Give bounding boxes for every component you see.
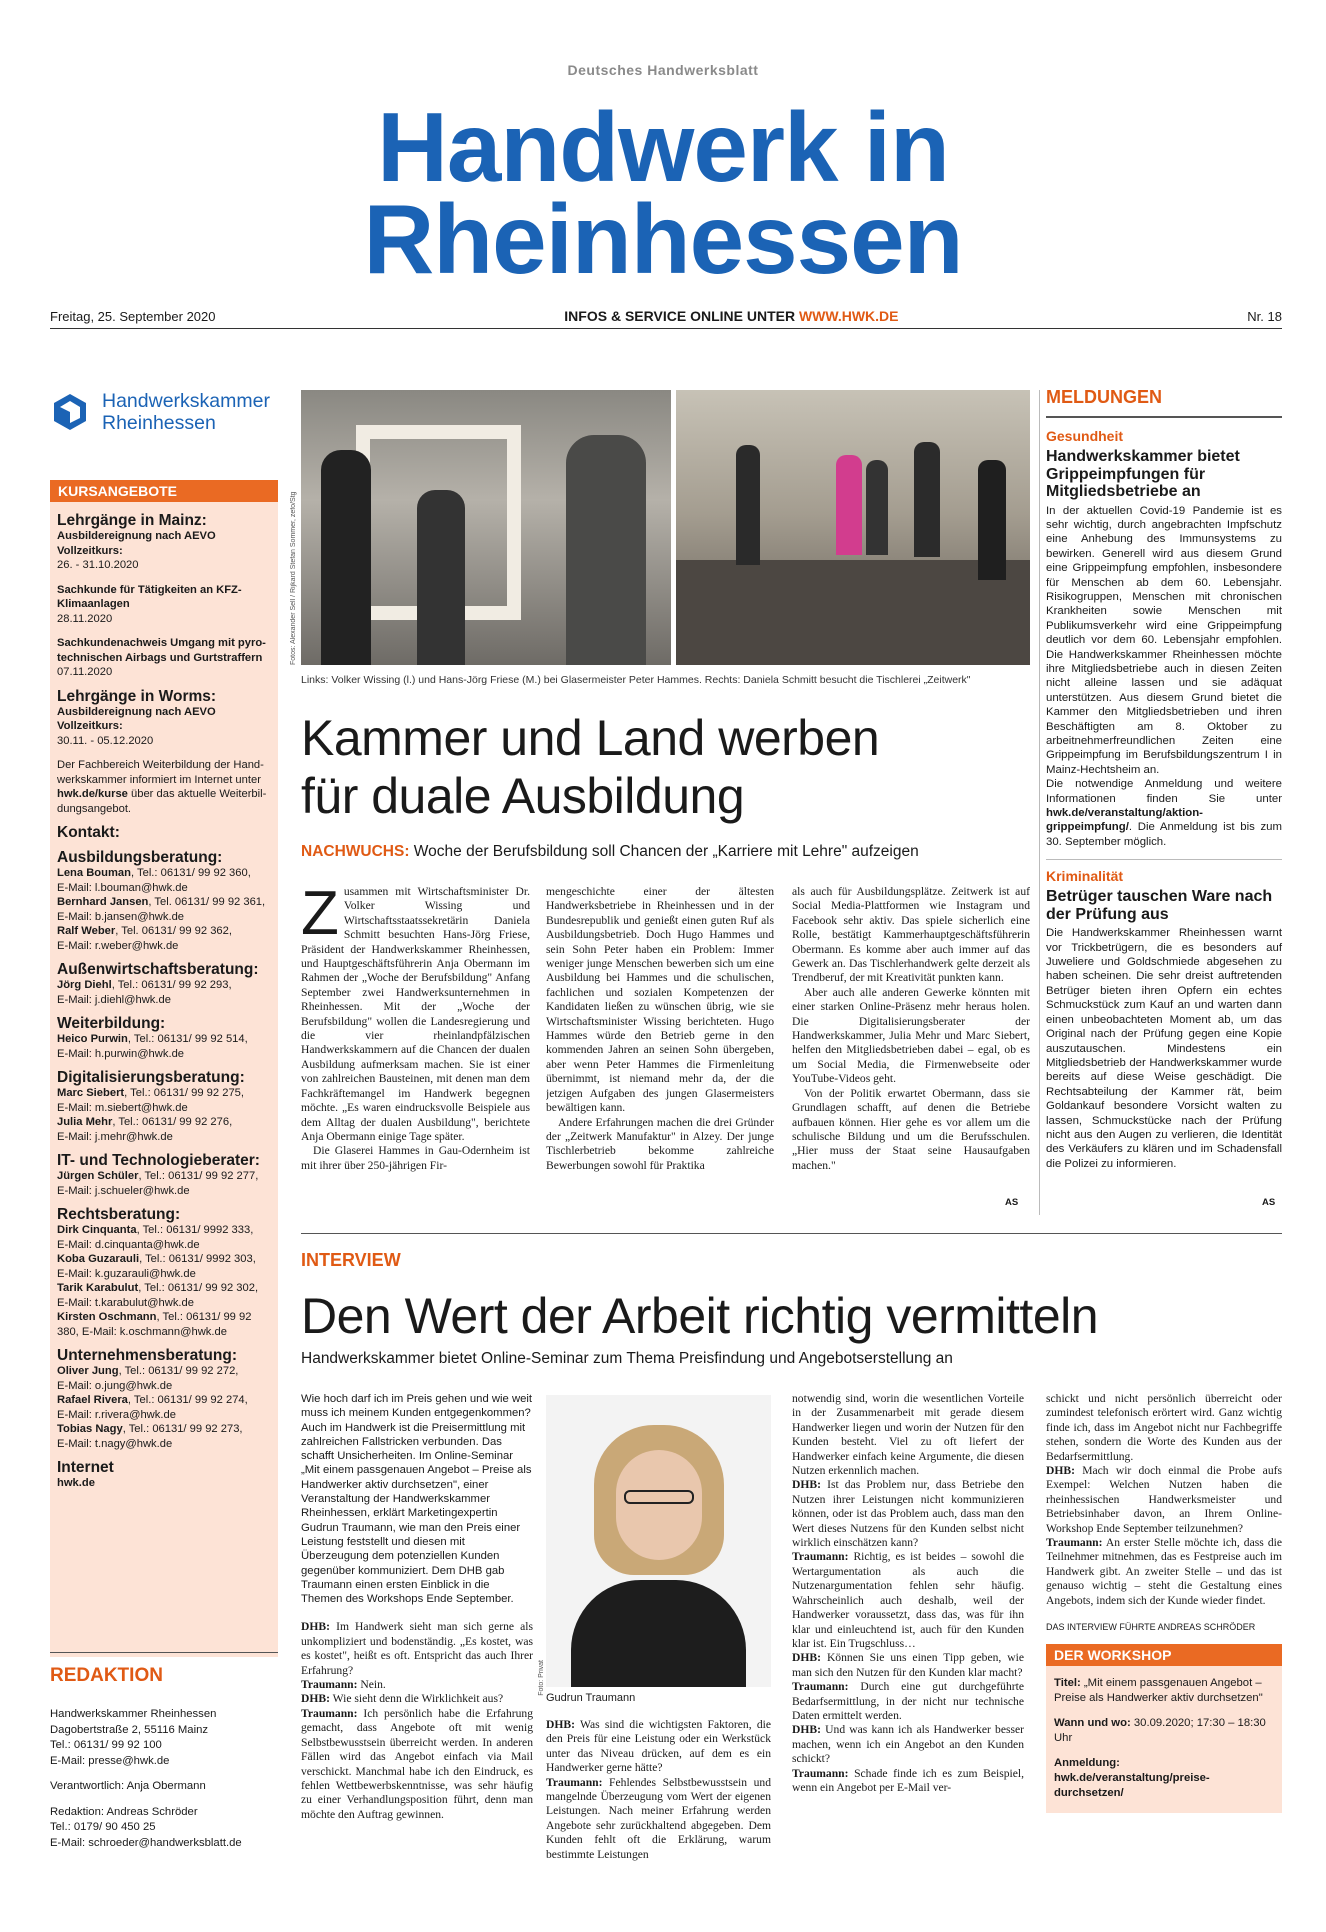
- contact-line: Tarik Karabulut, Tel.: 06131/ 99 92 302,: [57, 1282, 259, 1294]
- redaktion-verantw: Verantwortlich: Anja Obermann: [50, 1780, 206, 1792]
- photo-tischlerei: [676, 390, 1030, 665]
- clothing: [571, 1580, 746, 1687]
- lead-subline: NACHWUCHS: Woche der Berufsbildung soll Chancen der „Karriere mit Lehre" aufzeigen: [301, 843, 919, 860]
- worms-date: 30.11. - 05.12.2020: [57, 734, 154, 747]
- person: [914, 442, 940, 557]
- meldung-2-text: Die Handwerkskammer Rheinhessen warnt vor Trickbetrügern, die es besonders auf Juweliere und Goldschmiede abgesehen zu haben scheinen. Die sehr dreist auftretenden Betrüger bieten ihren Opfern ein echtes Schmuckstück zum Kauf an und warten dann einen unbeobachteten Moment ab, um das Original nach der Prüfung gegen eine Kopie auszutauschen. Mindestens ein Mitgliedsbetrieb der Handwerkskammer wurde bereits auf diese Weise geschädigt. Die Rechtsabteilung der Kammer rät, beim Goldankauf besondere Vorsicht walten zu lassen, Schmuckstücke nach der Prüfung nicht aus den Augen zu verlieren, die Identität des Verkäufers zu klären und im Schadensfall die Polizei zu informieren.: [1046, 927, 1282, 1170]
- meldungen-divider-2: [1046, 859, 1282, 860]
- kontakt-title: Kontakt:: [57, 824, 120, 841]
- unt-title: Unternehmensberatung:: [57, 1347, 237, 1364]
- contact-mail[interactable]: E-Mail: h.purwin@hwk.de: [57, 1047, 185, 1060]
- contact-line: Heico Purwin, Tel.: 06131/ 99 92 514,: [57, 1033, 248, 1045]
- person: [866, 460, 888, 555]
- contact-mail[interactable]: E-Mail: r.weber@hwk.de: [57, 939, 179, 952]
- contact-mail[interactable]: E-Mail: d.cinquanta@hwk.de: [57, 1238, 200, 1251]
- meldung-category-1: Gesundheit: [1046, 428, 1124, 444]
- worms-sub1: Ausbildereignung nach AEVO: [57, 705, 216, 718]
- meldung-1: [1046, 448, 1282, 849]
- contact-line: Jürgen Schüler, Tel.: 06131/ 99 92 277,: [57, 1170, 259, 1182]
- meldungen-signature: AS: [1262, 1197, 1276, 1208]
- face: [616, 1450, 702, 1560]
- aussen-title: Außenwirtschaftsberatung:: [57, 961, 259, 978]
- redaktion-tel: Tel.: 06131/ 99 92 100: [50, 1739, 162, 1751]
- contact-line: Oliver Jung, Tel.: 06131/ 99 92 272,: [57, 1365, 239, 1377]
- dropcap: Z: [301, 885, 339, 948]
- interview-qa-1: DHB: Im Handwerk sieht man sich gerne als unkompliziert und bodenständig. „Es kostet, was es kostet", heißt es oft. Entspricht das auch Ihrer Erfahrung? Traumann: Nein. DHB: Wie sieht denn die Wirklichkeit aus? Traumann: Ich persönlich habe die Erfahrung gemacht, dass Angebote oft mit wenig Selbstbewusstsein überreicht werden. In anderen Fällen wird das Angebot einfach via Mail verschickt. Manchmal habe ich den Eindruck, es fehlen Wettbewerbskenntnisse, was sehr häufig zu einer Verhandlungsposition führt, denn man möchte den Auftrag gewinnen.: [301, 1620, 533, 1821]
- interview-col2: DHB: Was sind die wichtigsten Faktoren, die den Preis für eine Leistung oder ein Werkstück unter das Niveau drücken, auf dem es ein Handwerker gerne hätte? Traumann: Fehlendes Selbstbewusstsein und mangelnde Überzeugung vom Wert der eigenen Leistungen. Nach meiner Erfahrung werden Angebote sehr zurückhaltend abgegeben. Dem Kunden fehlt oft die Erklärung, warum bestimmte Leistungen: [546, 1718, 771, 1861]
- contact-line: Dirk Cinquanta, Tel.: 06131/ 9992 333,: [57, 1224, 254, 1236]
- info-line1: Der Fachbereich Weiterbildung der Hand-: [57, 759, 264, 771]
- internet-title: Internet: [57, 1459, 114, 1476]
- portrait-caption: Gudrun Traumann: [546, 1692, 636, 1704]
- redaktion-addr: Dagobertstraße 2, 55116 Mainz: [50, 1723, 209, 1736]
- contact-mail[interactable]: E-Mail: t.karabulut@hwk.de: [57, 1296, 194, 1309]
- info-line4: dungsangebot.: [57, 802, 132, 815]
- hwk-logo-icon: [52, 392, 88, 432]
- contact-mail[interactable]: 380, E-Mail: k.oschmann@hwk.de: [57, 1325, 227, 1338]
- pyro-line1: Sachkundenachweis Umgang mit pyro-: [57, 637, 266, 649]
- photo-caption: Links: Volker Wissing (l.) und Hans-Jörg Friese (M.) bei Glasermeister Peter Hammes. Rechts: Daniela Schmitt besucht die Tischlerei „Zeitwerk": [301, 674, 971, 686]
- photo-credit: Fotos: Alexander Sell / Rijkard Stefan Sommer, zefo/Stg: [290, 491, 297, 665]
- info-link[interactable]: hwk.de/kurse: [57, 788, 128, 800]
- service-line: [564, 308, 898, 324]
- contact-line: Ralf Weber, Tel. 06131/ 99 92 362,: [57, 925, 232, 937]
- interview-col3: notwendig sind, worin die wesentlichen Vorteile in der Zusammenarbeit mit gerade diesem Handwerker liegen und worin der Nutzen für den Kunden besteht. Viel zu oft liefert der Handwerker einfach keine Argumente, die diesen Nutzen erkennlich machen. DHB: Ist das Problem nur, dass Betriebe den Nutzen ihrer Leistungen nicht kommunizieren können, oder ist das Problem auch, dass man den Wert dieses Nutzens für den Kunden selbst nicht wirklich einschätzen kann? Traumann: Richtig, es ist beides – sowohl die Wertargumentation als auch die Nutzenargumentation fehlen sehr häufig. Wahrscheinlich auch deshalb, weil der Handwerker voraussetzt, dass das, was für ihn klar und einleuchtend ist, auch für den Kunden klar ist. Ein Trugschluss… DHB: Können Sie uns einen Tipp geben, wie man sich den Nutzen für den Kunden klar macht? Traumann: Durch eine gut durchgeführte Bedarfsermittlung, in der nicht nur technische Daten ermittelt werden. DHB: Und was kann ich als Handwerker besser machen, wenn ich ein Angebot an den Kunden schickt? Traumann: Schade finde ich es zum Beispiel, wenn ein Angebot per E-Mail ver-: [792, 1392, 1024, 1794]
- meldung-1-text-2: Die notwendige Anmeldung und weitere Informationen finden Sie unter hwk.de/veranstaltung/aktion-grippeimpfung/. Die Anmeldung ist bis zum 30. September möglich.: [1046, 778, 1282, 848]
- glasses-icon: [624, 1490, 694, 1504]
- lead-headline-1: Kammer und Land werben: [301, 710, 880, 766]
- meldungen: [1046, 386, 1282, 1171]
- lead-col3: als auch für Ausbildungsplätze. Zeitwerk ist auf Social Media-Plattformen wie Instagram und Facebook sehr aktiv. Das spiele sicherlich eine Rolle, bestätigt Kammerhauptgeschäftsführerin Obermann. Es komme aber auch immer auf das Gewerk an. Das Tischlerhandwerk gelte derzeit als Trendberuf, der mit Kreativität punkten kann. Aber auch alle anderen Gewerke könnten mit einer starken Online-Präsenz mehr heraus holen. Die Digitalisierungsberater der Handwerkskammer, Julia Mehr und Marc Siebert, helfen den Mitgliedsbetrieben dabei – egal, ob es um Social Media, die Firmenwebseite oder YouTube-Videos geht. Von der Politik erwartet Obermann, dass sie Grundlagen schafft, auf denen die Betriebe aufbauen können. Hier gehe es vor allem um die schulische Bildung und um die Berufsschulen. „Hier muss der Staat seine Hausaufgaben machen.": [792, 885, 1030, 1172]
- workshop-header: DER WORKSHOP: [1046, 1644, 1282, 1666]
- lead-headline-2: für duale Ausbildung: [301, 768, 745, 824]
- interview-col4: [1046, 1392, 1282, 1813]
- contact-line: Jörg Diehl, Tel.: 06131/ 99 92 293,: [57, 979, 232, 991]
- contact-mail[interactable]: E-Mail: b.jansen@hwk.de: [57, 910, 185, 923]
- masthead-title-line1: Handwerk in: [377, 92, 949, 202]
- pyro-line2: technischen Airbags und Gurtstraffern: [57, 651, 263, 664]
- contact-mail[interactable]: E-Mail: m.siebert@hwk.de: [57, 1101, 188, 1114]
- redaktion-title: REDAKTION: [50, 1665, 163, 1686]
- lead-col2: mengeschichte einer der ältesten Handwerksbetriebe in Rheinhessen und in der Bundesrepublik und genießt einen guten Ruf als Ausbildungsbetrieb. Doch Hugo Hammes und sein Sohn Peter haben ein Problem: Immer weniger junge Menschen bewerben sich um eine Ausbildung bei Hammes und die schulischen, fachlichen und sozialen Kompetenzen der Kandidaten ließen zu wünschen übrig, wie sie Wirtschaftsminister Wissing berichteten. Hugo Hammes würde den Betrieb gerne in den kommenden Jahren an seinen Sohn übergeben, aber wenn Peter Hammes die Firmenleitung übernimmt, ist niemand mehr da, der die jetzigen Aufgaben des jungen Glasermeisters bewältigen kann. Andere Erfahrungen machen die drei Gründer der „Zeitwerk Manufaktur" in Alzey. Der junge Tischlerbetrieb bekomme zahlreiche Bewerbungen sowohl für Praktika: [546, 885, 774, 1172]
- redaktion-org: Handwerkskammer Rheinhessen: [50, 1708, 217, 1720]
- lead-kicker: NACHWUCHS:: [301, 843, 410, 860]
- meldungen-divider: [1039, 390, 1040, 1215]
- person: [978, 460, 1006, 580]
- kurse-header: KURSANGEBOTE: [50, 480, 278, 502]
- recht-title: Rechtsberatung:: [57, 1206, 181, 1223]
- interview-intro: Wie hoch darf ich im Preis gehen und wie weit muss ich meinem Kunden entgegenkommen? Auch im Handwerk ist die Preisermittlung mit zahlreichen Fallstricken verbunden. Das schafft Unsicherheiten. Im Online-Seminar „Mit einem passgenauen Angebot – Preise als Handwerker aktiv durchsetzen", einer Veranstaltung der Handwerkskammer Rheinhessen, erklärt Marketingexpertin Gudrun Traumann, wie man den Preis einer Leistung feststellt und diesen mit Überzeugung dem potenziellen Kunden gegenüber kommuniziert. Dem DHB gab Traumann einen ersten Einblick in die Themen des Workshops Ende September.: [301, 1393, 533, 1606]
- masthead-rule: [50, 328, 1282, 329]
- photo-glaserei: [301, 390, 671, 665]
- date-bar: [50, 308, 1282, 324]
- contact-line: Bernhard Jansen, Tel. 06131/ 99 92 361,: [57, 896, 266, 908]
- redaktion: [50, 1665, 278, 1851]
- contact-line: Rafael Rivera, Tel.: 06131/ 99 92 274,: [57, 1394, 248, 1406]
- portrait-credit: Foto: Privat: [538, 1660, 545, 1696]
- lead-signature: AS: [1005, 1197, 1019, 1208]
- redaktion-red: Redaktion: Andreas Schröder: [50, 1805, 198, 1818]
- meldungen-title: MELDUNGEN: [1046, 387, 1162, 407]
- redaktion-red-tel: Tel.: 0179/ 90 450 25: [50, 1821, 156, 1833]
- person-left: [321, 450, 371, 665]
- issue-date: Freitag, 25. September 2020: [50, 308, 216, 324]
- internet-link[interactable]: hwk.de: [57, 1477, 95, 1489]
- overline: Deutsches Handwerksblatt: [567, 62, 759, 78]
- interview-headline: Den Wert der Arbeit richtig vermitteln: [301, 1288, 1099, 1344]
- interview-col1: [301, 1392, 533, 1872]
- logo-line1: Handwerkskammer: [102, 390, 270, 412]
- contact-mail[interactable]: E-Mail: j.mehr@hwk.de: [57, 1130, 173, 1143]
- meldung-1-link[interactable]: hwk.de/veranstaltung/aktion-grippeimpfung/: [1046, 807, 1203, 834]
- it-title: IT- und Technologieberater:: [57, 1152, 260, 1169]
- info-line3: hwk.de/kurse über das aktuelle Weiterbil-: [57, 788, 267, 800]
- kfz-line1: Sachkunde für Tätigkeiten an KFZ-: [57, 583, 242, 596]
- worms-title: Lehrgänge in Worms:: [57, 687, 217, 705]
- contact-mail[interactable]: E-Mail: l.bouman@hwk.de: [57, 881, 188, 894]
- mainz-date: 26. - 31.10.2020: [57, 559, 139, 571]
- meldung-2: [1046, 888, 1282, 1171]
- mainz-sub2: Vollzeitkurs:: [57, 544, 123, 557]
- kfz-date: 28.11.2020: [57, 612, 113, 625]
- hwk-logo: [50, 388, 278, 438]
- contact-line: Julia Mehr, Tel.: 06131/ 99 92 276,: [57, 1116, 233, 1128]
- portrait-traumann: [546, 1395, 771, 1687]
- contact-line: Koba Guzarauli, Tel.: 06131/ 9992 303,: [57, 1253, 256, 1265]
- kurse-body: [50, 502, 278, 1657]
- ausb-title: Ausbildungsberatung:: [57, 849, 223, 866]
- weiter-title: Weiterbildung:: [57, 1015, 166, 1032]
- workshop-registration[interactable]: Anmeldung: hwk.de/veranstaltung/preise-durchsetzen/: [1054, 1757, 1210, 1800]
- redaktion-red-mail[interactable]: E-Mail: schroeder@handwerksblatt.de: [50, 1836, 242, 1849]
- contact-line: Lena Bouman, Tel.: 06131/ 99 92 360,: [57, 867, 251, 879]
- interview-credit: DAS INTERVIEW FÜHRTE ANDREAS SCHRÖDER: [1046, 1622, 1256, 1633]
- interview-rule: [301, 1233, 1282, 1234]
- service-url[interactable]: WWW.HWK.DE: [798, 308, 899, 324]
- contact-line: Kirsten Oschmann, Tel.: 06131/ 99 92: [57, 1311, 252, 1323]
- workshop-box: Titel: „Mit einem passgenauen Angebot – Preise als Handwerker aktiv durchsetzen" Wann und wo: 30.09.2020; 17:30 – 18:30 Uhr Anmeldung: hwk.de/veranstaltung/preise-durchsetzen/: [1046, 1666, 1282, 1813]
- redaktion-rule: [50, 1652, 278, 1653]
- contact-mail[interactable]: E-Mail: k.guzarauli@hwk.de: [57, 1267, 196, 1280]
- contact-mail[interactable]: E-Mail: o.jung@hwk.de: [57, 1379, 173, 1392]
- contact-mail[interactable]: E-Mail: j.schueler@hwk.de: [57, 1184, 190, 1197]
- contact-line: Tobias Nagy, Tel.: 06131/ 99 92 273,: [57, 1423, 243, 1435]
- pyro-date: 07.11.2020: [57, 666, 113, 678]
- worms-sub2: Vollzeitkurs:: [57, 720, 123, 732]
- workbench: [676, 560, 1030, 665]
- kfz-line2: Klimaanlagen: [57, 598, 130, 610]
- interview-subline: Handwerkskammer bietet Online-Seminar zum Thema Preisfindung und Angebotserstellung an: [301, 1350, 953, 1367]
- redaktion-mail[interactable]: E-Mail: presse@hwk.de: [50, 1754, 170, 1767]
- person-middle: [417, 490, 465, 665]
- person: [836, 455, 862, 555]
- digi-title: Digitalisierungsberatung:: [57, 1069, 245, 1086]
- contact-mail[interactable]: E-Mail: t.nagy@hwk.de: [57, 1437, 173, 1450]
- person-right: [566, 435, 646, 665]
- service-label: INFOS & SERVICE ONLINE UNTER: [564, 308, 796, 324]
- meldung-2-headline: Betrüger tauschen Ware nach der Prüfung aus: [1046, 888, 1273, 923]
- meldung-1-headline: Handwerkskammer bietet Grippeimpfungen für Mitgliedsbetriebe an: [1046, 448, 1240, 500]
- meldungen-rule: [1046, 416, 1282, 418]
- meldung-1-text: In der aktuellen Covid-19 Pandemie ist es sehr wichtig, durch angebrachten Impfschutz eine Anhebung des Immunsystems zu bewirken. Generell wird aus diesem Grund eine Grippeimpfung empfohlen, insbesondere für Menschen ab dem 60. Lebensjahr. Risikogruppen, Menschen mit chronischen Krankheiten sowie Menschen mit Publikumsverkehr wird eine Grippeimpfung deutlich vor dem 60. Lebensjahr empfohlen. Die Handwerkskammer Rheinhessen möchte ihre Mitgliedsbetriebe auch in diesen Zeiten nicht alleine lassen und sie adäquat unterstützen. Aus diesem Grund bietet die Kammer den Mitgliedsbetrieben und ihren Beschäftigten am 8. Oktober zu arbeitnehmerfreundlichen Zeiten eine Grippeimpfung im Berufsbildungszentrum I in Mainz-Hechtsheim an.: [1046, 504, 1282, 776]
- issue-number: Nr. 18: [1247, 308, 1282, 324]
- kurse-box: [50, 480, 278, 1657]
- interview-col4-text: schickt und nicht persönlich überreicht oder zumindest telefonisch erörtert wird. Ganz wichtig finde ich, dass im Angebot nicht nur Fachbegriffe stehen, sondern die Worte des Kunden aus der Bedarfsermittlung. DHB: Mach wir doch einmal die Probe aufs Exempel: Welchen Nutzen haben die rheinhessischen Handwerksmeister und Betriebsinhaber davon, an Ihrem Online-Workshop Ende September teilzunehmen? Traumann: An erster Stelle möchte ich, dass die Teilnehmer mitnehmen, das es Festpreise auch im Handwerk gibt. An zweiter Stelle – und das ist genauso wichtig – steht die Gestaltung eines Angebots, indem sich der Kunde wieder findet.: [1046, 1392, 1282, 1607]
- logo-line2: Rheinhessen: [102, 412, 216, 434]
- masthead-title-line2: Rheinhessen: [363, 184, 963, 294]
- contact-mail[interactable]: E-Mail: r.rivera@hwk.de: [57, 1408, 176, 1421]
- lead-col1: Z usammen mit Wirtschaftsminister Dr. Volker Wissing und Wirtschaftsstaatssekretärin Daniela Schmitt besuchten Hans-Jörg Friese, Präsident der Handwerkskammer Rheinhessen, und Hauptgeschäftsführerin Anja Obermann im Rahmen der „Woche der Berufsbildung" Anfang September zwei Handwerksunternehmen in Rheinhessen. Mit der „Woche der Berufsbildung" wollen die Landesregierung und die vier rheinlandpfälzischen Handwerkskammern auf die Chancen der dualen Ausbildung aufmerksam machen. Sie ist einer von zahlreichen Bausteinen, mit denen man dem Fachkräftemangel im Handwerk begegnen möchte. „Es waren eindrucksvolle Beispiele aus dem Alltag der dualen Ausbildung", berichtete Anja Obermann einige Tage später. Die Glaserei Hammes in Gau-Odernheim ist mit ihrer über 250-jährigen Fir-: [301, 885, 530, 1172]
- contact-line: Marc Siebert, Tel.: 06131/ 99 92 275,: [57, 1087, 244, 1099]
- mainz-sub1: Ausbildereignung nach AEVO: [57, 530, 216, 542]
- info-line2: werkskammer informiert im Internet unter: [57, 773, 261, 786]
- person: [736, 445, 760, 565]
- interview-kicker: INTERVIEW: [301, 1250, 401, 1270]
- meldung-category-2: Kriminalität: [1046, 868, 1124, 885]
- contact-mail[interactable]: E-Mail: j.diehl@hwk.de: [57, 993, 171, 1006]
- mainz-title: Lehrgänge in Mainz:: [57, 512, 207, 529]
